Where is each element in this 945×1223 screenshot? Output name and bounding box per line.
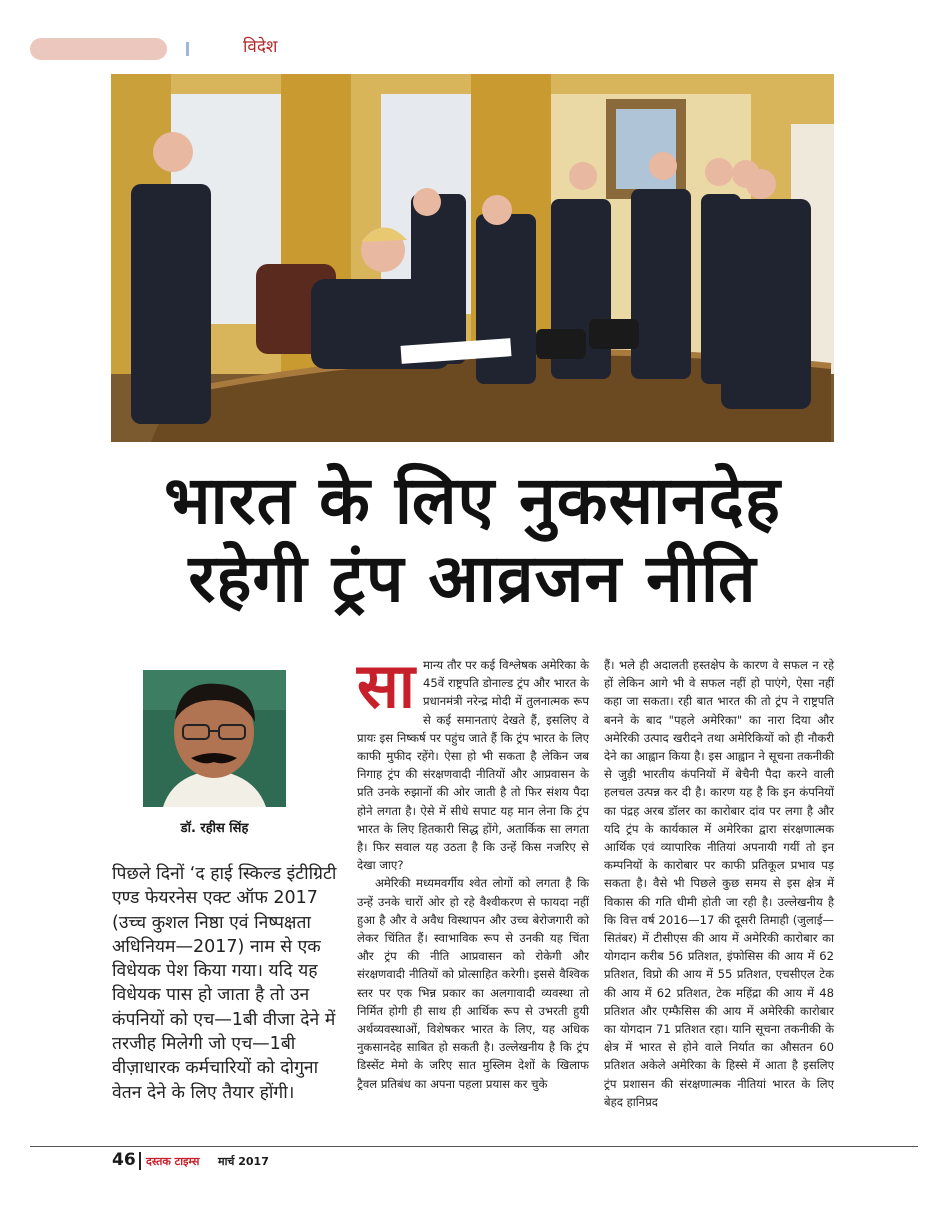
page-number: 46 [112,1150,136,1170]
headline-line-1: भारत के लिए नुकसानदेह [164,462,781,539]
headline-line-2: रहेगी ट्रंप आव्रजन नीति [188,540,757,617]
paragraph-1-text: मान्य तौर पर कई विश्लेषक अमेरिका के 45वें राष्ट्रपति डोनाल्ड ट्रंप और भारत के प्रधानमंत्री नरेन्द्र मोदी में तुलनात्मक रूप से कई समानताएं देखते हैं, इसलिए वे प्रायः इस निष्कर्ष पर पहुंच जाते हैं कि ट्रंप भारत के लिए काफी मुफीद रहेंगे। ऐसा हो भी सकता है लेकिन जब निगाह ट्रंप की संरक्षणवादी नीतियों और आप्रवासन के प्रति उनके रुझानों की ओर जाती है तो फिर संशय पैदा होने लगता है। ऐसे में सीधे सपाट यह मान लेना कि ट्रंप भारत के लिए हितकारी सिद्ध होंगे, अतार्किक सा लगता है। फिर सवाल यह उठता है कि उन्हें किस नजरिए से देखा जाए? [357,658,589,873]
footer-divider [139,1152,141,1170]
section-label: विदेश [243,37,278,57]
magazine-logo: दस्तक टाइम्स [146,1155,200,1168]
header-pill [30,38,167,60]
drop-cap: सा [357,649,415,722]
author-photo-illustration [143,670,286,807]
author-photo [143,670,286,807]
article-paragraph-1 [357,649,589,874]
issue-date: मार्च 2017 [218,1155,269,1168]
article-column-1 [357,649,589,1093]
author-name: डॉ. रहीस सिंह [180,821,249,836]
footer-rule [30,1146,918,1147]
article-paragraph-3: हैं। भले ही अदालती हस्तक्षेप के कारण वे सफल न रहे हों लेकिन आगे भी वे सफल नहीं हो पाएंगे, ऐसा नहीं कहा जा सकता। रही बात भारत की तो ट्रंप ने राष्ट्रपति बनने के बाद "पहले अमेरिका" का नारा दिया और अमेरिकी उत्पाद खरीदने तथा अमेरिकियों को ही नौकरी देने का आह्वान किया है। इस आह्वान ने सूचना तकनीकी से जुड़ी भारतीय कंपनियों में बेचैनी पैदा करने वाली हलचल उत्पन्न कर दी है। कारण यह है कि इन कंपनियों का पंद्रह अरब डॉलर का कारोबार दांव पर लगा है और यदि ट्रंप के कार्यकाल में अमेरिका द्वारा संरक्षणात्मक आर्थिक एवं व्यापारिक नीतियां अपनायी गयीं तो इन कम्पनियों के कारोबार पर काफी प्रतिकूल प्रभाव पड़ सकता है। वैसे भी पिछले कुछ समय से इस क्षेत्र में विकास की गति धीमी होती जा रही है। उल्लेखनीय है कि वित्त वर्ष 2016—17 की दूसरी तिमाही (जुलाई—सितंबर) में टीसीएस की आय में अमेरिकी कारोबार का योगदान करीब 56 प्रतिशत, इंफोसिस की आय में 62 प्रतिशत, विप्रो की आय में 55 प्रतिशत, एचसीएल टेक की आय में 62 प्रतिशत, टेक महिंद्रा की आय में 48 प्रतिशत और एम्फैसिस की आय में अमेरिकी कारोबार का योगदान 71 प्रतिशत रहा। यानि सूचना तकनीकी के क्षेत्र में भारत से होने वाले निर्यात का औसतन 60 प्रतिशत अकेले अमेरिका के हिस्से में आता है इसलिए ट्रंप प्रशासन की संरक्षणात्मक नीतियां भारत के लिए बेहद हानिप्रद [604,658,834,1109]
headline [60,462,885,618]
intro-text: पिछले दिनों ‘द हाई स्किल्ड इंटीग्रिटी एण्ड फेयरनेस एक्ट ऑफ 2017 (उच्च कुशल निष्ठा एवं निष्पक्षता अधिनियम—2017) नाम से एक विधेयक पेश किया गया। यदि यह विधेयक पास हो जाता है तो उन कंपनियों को एच—1बी वीजा देने में तरजीह मिलेगी जो एच—1बी वीज़ाधारक कर्मचारियों को दोगुना वेतन देने के लिए तैयार होंगी। [112,864,337,1103]
article-paragraph-2: अमेरिकी मध्यमवर्गीय श्वेत लोगों को लगता है कि उन्हें उनके चारों ओर हो रहे वैश्वीकरण से फायदा नहीं हुआ है और वे अवैध विस्थापन और उच्च बेरोजगारी को लेकर चिंतित हैं। स्वाभाविक रूप से उनकी यह चिंता और ट्रंप की नीति आप्रवासन को रोकेगी और संरक्षणवादी नीतियों को प्रोत्साहित करेगी। इससे वैश्विक स्तर पर एक भिन्न प्रकार का अलगावादी व्यवस्था तो निर्मित होगी ही साथ ही आर्थिक रूप से उभरती हुयी अर्थव्यवस्थाओं, विशेषकर भारत के लिए, यह अधिक नुकसानदेह साबित हो सकती है। उल्लेखनीय है कि ट्रंप डिस्सेंट मेमो के जरिए सात मुस्लिम देशों के खिलाफ ट्रैवल प्रतिबंध का अपना पहला प्रयास कर चुके [357,876,589,1091]
article-column-2 [604,656,834,1111]
lead-photo [111,74,834,442]
lead-photo-illustration [111,74,834,442]
header-separator [186,42,189,56]
